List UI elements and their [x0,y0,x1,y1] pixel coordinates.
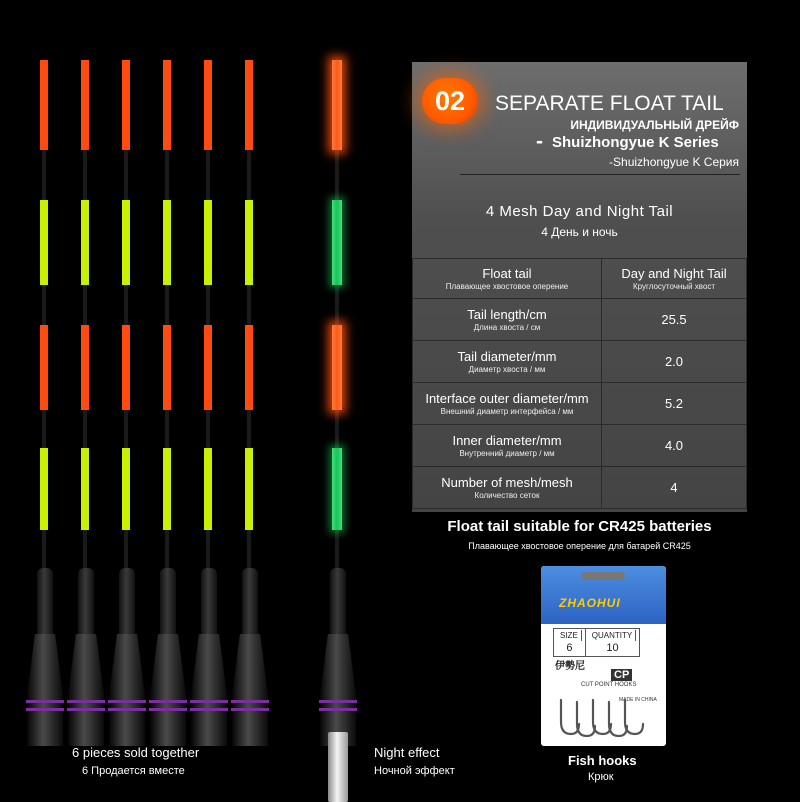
spec-label-ru: Диаметр хвоста / мм [468,364,546,374]
green-segment [122,448,130,530]
spec-value: 2.0 [602,341,747,383]
float-base [109,634,145,746]
mesh-title-ru: 4 День и ночь [541,225,618,239]
spec-label: Tail length/cm [467,306,547,322]
package-made-text: MADE IN CHINA [619,697,657,703]
qty-label: QUANTITY [589,630,636,641]
float-ring [319,700,357,703]
orange-segment [122,325,130,410]
spec-label: Interface outer diameter/mm [425,390,589,406]
divider [460,174,740,175]
spec-value: 25.5 [602,299,747,341]
spec-value: 4 [602,467,747,509]
package-chinese-text: 伊勢尼 [555,661,585,672]
caption-fish-hooks: Fish hooks [568,753,637,768]
orange-segment [332,60,342,150]
package-hang-hole [581,572,625,580]
green-segment [163,200,171,285]
header-label-ru: Круглосуточный хвост [632,281,716,291]
spec-row [413,383,747,425]
spec-label-ru: Количество сеток [474,490,540,500]
header-cell [413,259,602,299]
orange-segment [245,325,253,410]
float-ring [149,700,187,703]
spec-label-cell [413,425,602,467]
size-label: SIZE [557,630,582,641]
orange-segment [204,60,212,150]
day-float [74,60,98,740]
day-float [115,60,139,740]
fish-hooks-icon [555,694,651,740]
orange-segment [40,325,48,410]
series-dash: - [536,130,543,153]
green-segment [332,448,342,530]
green-segment [81,448,89,530]
spec-label: Tail diameter/mm [457,348,557,364]
float-ring [108,708,146,711]
section-number-badge: 02 [422,78,478,124]
spec-label-cell [413,383,602,425]
package-cut-text: CUT POINT HOOKS [581,682,637,688]
spec-header-row [413,259,747,299]
float-base [27,634,63,746]
header-cell [602,259,747,299]
caption-fish-hooks-ru: Крюк [588,771,614,783]
green-segment [332,200,342,285]
size-value: 6 [566,642,573,654]
caption-six-pieces: 6 pieces sold together [72,745,200,760]
float-ring [67,700,105,703]
series-name [538,134,719,151]
day-float [156,60,180,740]
hook-package [541,566,666,746]
orange-segment [81,60,89,150]
green-segment [163,448,171,530]
caption-six-pieces-ru: 6 Продается вместе [82,765,185,777]
orange-segment [81,325,89,410]
qty-col [586,629,639,656]
orange-segment [163,325,171,410]
spec-label-cell [413,299,602,341]
float-ring [231,700,269,703]
green-segment [245,448,253,530]
mesh-title: 4 Mesh Day and Night Tail [485,203,674,220]
panel-title-ru: ИНДИВИДУАЛЬНЫЙ ДРЕЙФ [570,118,739,132]
spec-value: 5.2 [602,383,747,425]
package-cp-mark: CP [611,669,632,681]
float-ring [149,708,187,711]
header-label: Day and Night Tail [621,265,727,281]
orange-segment [245,60,253,150]
size-col [554,629,586,656]
float-ring [190,708,228,711]
float-base [320,634,356,746]
green-segment [81,200,89,285]
green-segment [245,200,253,285]
orange-segment [332,325,342,410]
spec-label: Inner diameter/mm [452,432,562,448]
float-base [191,634,227,746]
orange-segment [40,60,48,150]
day-float [238,60,262,740]
day-float [197,60,221,740]
spec-label-ru: Длина хвоста / см [473,322,541,332]
spec-row [413,299,747,341]
header-label: Float tail [482,265,532,281]
green-segment [122,200,130,285]
qty-value: 10 [606,642,619,654]
green-segment [40,200,48,285]
header-label-ru: Плавающее хвостовое оперение [445,281,569,291]
panel-title: SEPARATE FLOAT TAIL [495,92,724,115]
float-ring [26,700,64,703]
orange-segment [163,60,171,150]
spec-table [412,258,747,509]
green-segment [40,448,48,530]
spec-row [413,467,747,509]
caption-night-effect: Night effect [374,745,440,760]
spec-label-ru: Внешний диаметр интерфейса / мм [440,406,574,416]
float-ring [231,708,269,711]
series-name-ru: -Shuizhongyue K Серия [609,155,739,169]
float-base [68,634,104,746]
orange-segment [204,325,212,410]
spec-value: 4.0 [602,425,747,467]
package-brand: ZHAOHUI [559,596,621,610]
spec-label-cell [413,341,602,383]
float-ring [319,708,357,711]
spec-row [413,425,747,467]
float-ring [108,700,146,703]
spec-panel [412,62,747,512]
spec-label-cell [413,467,602,509]
green-segment [204,200,212,285]
glow-stick [328,732,348,802]
spec-row [413,341,747,383]
float-ring [190,700,228,703]
orange-segment [122,60,130,150]
night-float [326,60,350,740]
series-name-text: Shuizhongyue K Series [552,134,719,151]
battery-note: Float tail suitable for CR425 batteries [447,518,712,535]
day-float [33,60,57,740]
green-segment [204,448,212,530]
spec-label: Number of mesh/mesh [441,474,573,490]
float-ring [67,708,105,711]
caption-night-effect-ru: Ночной эффект [374,765,455,777]
float-ring [26,708,64,711]
battery-note-ru: Плавающее хвостовое оперение для батарей CR425 [468,541,691,551]
spec-label-ru: Внутренний диаметр / мм [459,448,555,458]
float-base [150,634,186,746]
package-size-box [553,628,640,657]
float-base [232,634,268,746]
